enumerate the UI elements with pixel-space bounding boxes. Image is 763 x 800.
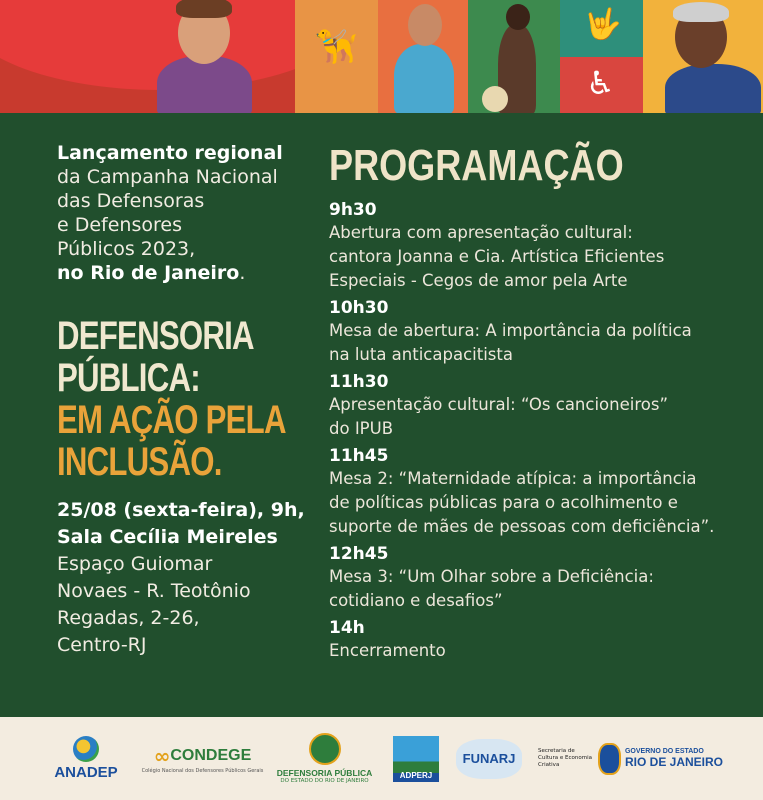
banner-tile-red <box>0 0 295 113</box>
schedule-desc-line: Mesa de abertura: A importância da política <box>329 321 692 340</box>
left-column <box>57 141 307 659</box>
governo-text-2: RIO DE JANEIRO <box>624 755 723 769</box>
funarj-logo <box>453 717 525 800</box>
schedule-desc-line: do IPUB <box>329 419 394 438</box>
schedule-time: 14h <box>329 618 365 638</box>
event-venue: Sala Cecília Meireles <box>57 526 278 548</box>
intro-line-6-end: . <box>239 262 246 284</box>
adperj-text: ADPERJ <box>399 770 433 780</box>
main-panel <box>0 113 763 717</box>
secretaria-line-3: Criativa <box>538 762 560 768</box>
event-address-4: Centro-RJ <box>57 634 147 656</box>
blind-person-guide-dog-icon: 🦮 <box>315 27 358 67</box>
condege-logo <box>141 717 264 800</box>
anadep-logo <box>40 717 132 800</box>
funarj-text: FUNARJ <box>462 751 516 766</box>
schedule-item <box>329 199 749 293</box>
headline-line-1: DEFENSORIA <box>57 314 254 358</box>
governo-text-1: GOVERNO DO ESTADO <box>624 748 704 755</box>
intro-line-5: Públicos 2023, <box>57 238 196 260</box>
sponsor-footer <box>0 717 763 800</box>
governo-rj-logo <box>598 717 723 800</box>
banner-tile-man-guide-dog <box>468 0 560 113</box>
rj-coat-of-arms-icon <box>598 743 621 775</box>
intro-text <box>57 141 307 285</box>
intro-line-4: e Defensores <box>57 214 182 236</box>
condege-subtitle: Colégio Nacional dos Defensores Públicos Gerais <box>141 767 264 774</box>
banner-tile-blind-person <box>295 0 378 113</box>
anadep-text: ANADEP <box>54 764 118 781</box>
wheelchair-icon: ♿ <box>586 64 615 102</box>
defensoria-seal-icon <box>309 733 341 765</box>
schedule-desc-line: Especiais - Cegos de amor pela Arte <box>329 271 628 290</box>
schedule-item <box>329 543 749 613</box>
event-address-1: Espaço Guiomar <box>57 553 213 575</box>
secretaria-line-1: Secretaria de <box>538 748 575 754</box>
event-details <box>57 497 307 659</box>
headline-line-2: PÚBLICA: <box>57 356 200 400</box>
schedule-desc-line: Mesa 2: “Maternidade atípica: a importância <box>329 469 697 488</box>
schedule-desc-line: suporte de mães de pessoas com deficiência”. <box>329 517 715 536</box>
banner-tile-man-prosthetic <box>378 0 468 113</box>
event-address-2: Novaes - R. Teotônio <box>57 580 251 602</box>
schedule-item <box>329 617 749 663</box>
headline <box>57 315 307 483</box>
condege-infinity-icon: ∞ <box>153 743 171 768</box>
banner-tile-woman <box>643 0 763 113</box>
schedule-item <box>329 297 749 367</box>
schedule-time: 11h30 <box>329 372 389 392</box>
event-date: 25/08 (sexta-feira), 9h, <box>57 499 305 521</box>
schedule-desc-line: na luta anticapacitista <box>329 345 513 364</box>
intro-line-1: Lançamento regional <box>57 142 283 164</box>
intro-line-2: da Campanha Nacional <box>57 166 278 188</box>
secretaria-line-2: Cultura e Economia <box>538 755 592 761</box>
schedule-desc-line: Apresentação cultural: “Os cancioneiros” <box>329 395 668 414</box>
schedule-time: 9h30 <box>329 200 377 220</box>
intro-line-6: no Rio de Janeiro <box>57 262 240 284</box>
schedule-item <box>329 445 749 539</box>
schedule-column <box>329 143 749 667</box>
schedule-desc-line: Abertura com apresentação cultural: <box>329 223 633 242</box>
schedule-time: 12h45 <box>329 544 389 564</box>
defensoria-logo <box>272 717 377 800</box>
schedule-desc-line: de políticas públicas para o acolhimento e <box>329 493 678 512</box>
event-address-3: Regadas, 2-26, <box>57 607 200 629</box>
top-banner <box>0 0 763 113</box>
headline-line-4: INCLUSÃO. <box>57 440 222 484</box>
programacao-title: PROGRAMAÇÃO <box>329 141 624 190</box>
sign-language-hands-icon: 🤟 <box>584 7 622 42</box>
headline-line-3: EM AÇÃO PELA <box>57 398 286 442</box>
banner-tile-wheelchair <box>560 57 643 113</box>
schedule-desc-line: cantora Joanna e Cia. Artística Eficientes <box>329 247 665 266</box>
schedule-time: 10h30 <box>329 298 389 318</box>
schedule-desc-line: cotidiano e desafios” <box>329 591 503 610</box>
defensoria-text: DEFENSORIA PÚBLICA <box>276 768 373 778</box>
defensoria-subtitle: DO ESTADO DO RIO DE JANEIRO <box>280 778 369 784</box>
schedule-time: 11h45 <box>329 446 389 466</box>
intro-line-3: das Defensoras <box>57 190 205 212</box>
banner-tile-sign-language <box>560 0 643 57</box>
schedule-desc-line: Mesa 3: “Um Olhar sobre a Deficiência: <box>329 567 654 586</box>
condege-text: CONDEGE <box>170 746 252 764</box>
schedule-desc-line: Encerramento <box>329 641 446 660</box>
schedule-item <box>329 371 749 441</box>
anadep-emblem-icon <box>73 736 99 762</box>
adperj-logo <box>390 717 442 800</box>
secretaria-cultura-logo <box>538 717 594 800</box>
photo-boy <box>157 56 252 113</box>
